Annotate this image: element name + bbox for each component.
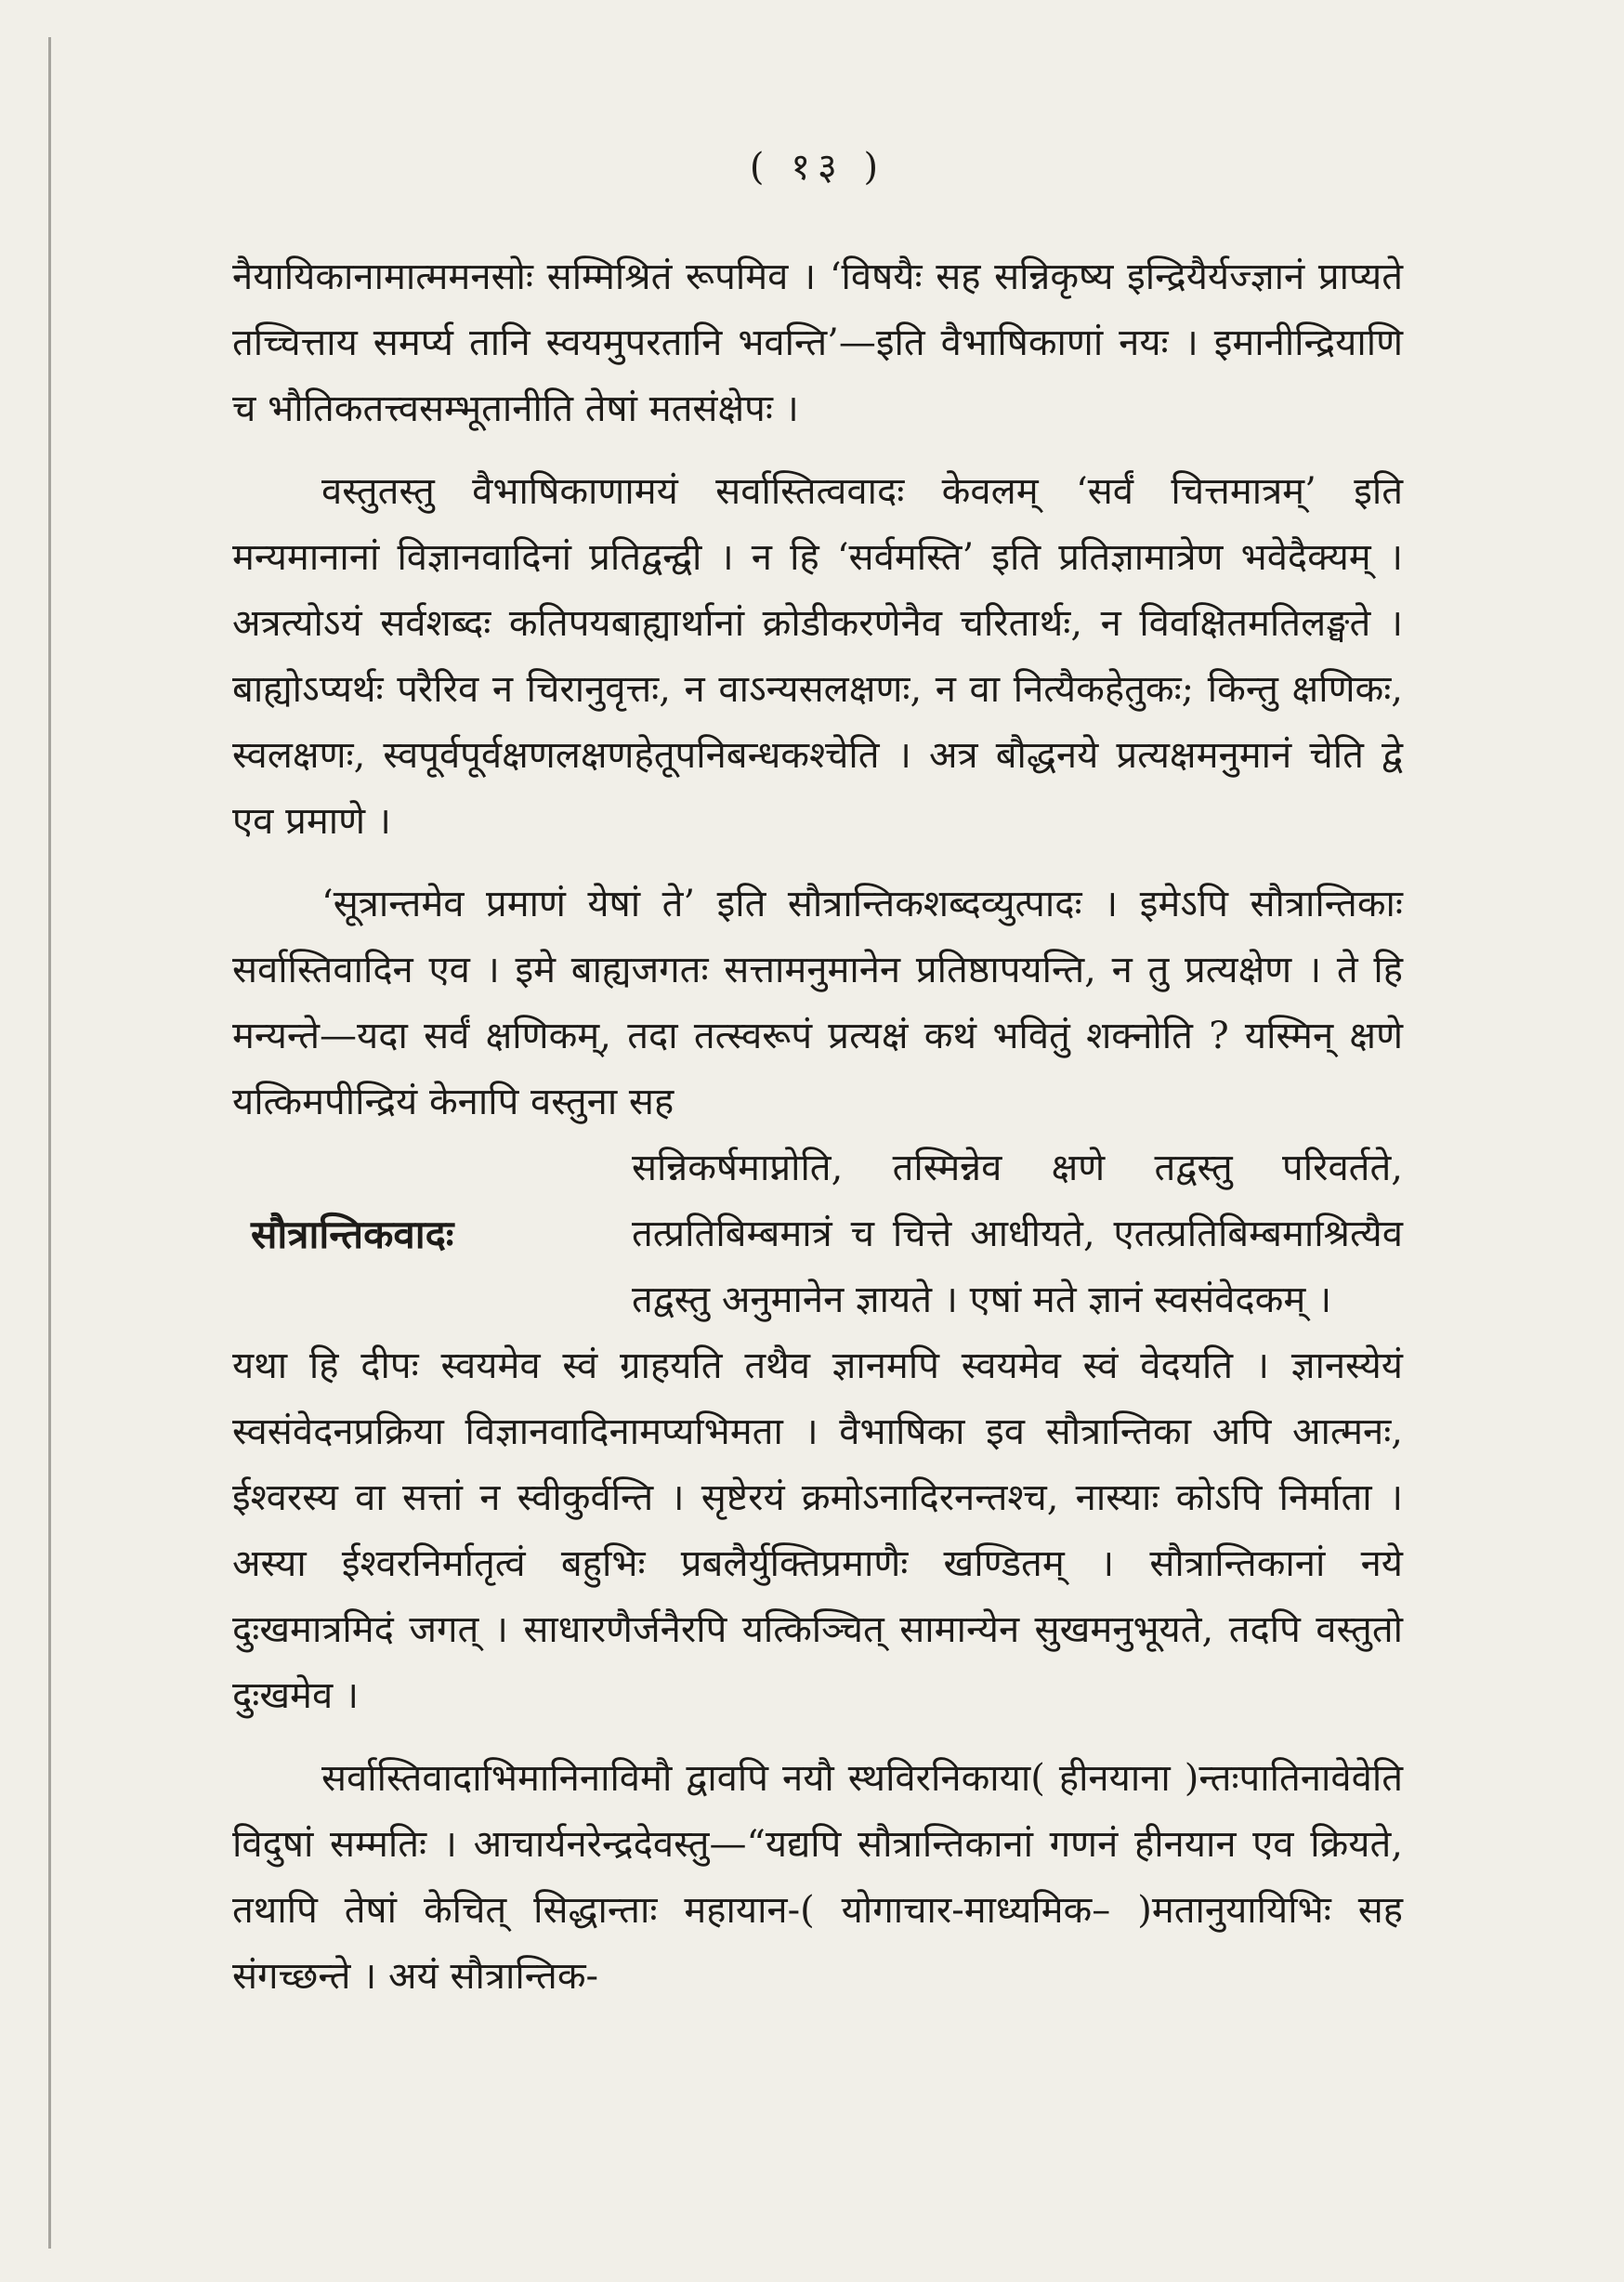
paragraph-continuation: यथा हि दीपः स्वयमेव स्वं ग्राहयति तथैव ज्ञानमपि स्वयमेव स्वं वेदयति । ज्ञानस्येयं स्वसंवेदनप्रक्रिया विज्ञानवादिनामप्यभिमता । वैभाषिका इव सौत्रान्तिका अपि आत्मनः, ईश्वरस्य वा सत्तां न स्वीकुर्वन्ति । सृष्टेरयं क्रमोऽनादिरनन्तश्च, नास्याः कोऽपि निर्माता । अस्या ईश्वरनिर्मातृत्वं बहुभिः प्रबलैर्युक्तिप्रमाणैः खण्डितम् । सौत्रान्तिकानां नये दुःखमात्रमिदं जगत् । साधारणैर्जनैरपि यत्किञ्चित् सामान्येन सुखमनुभूयते, तदपि वस्तुतो दुःखमेव । [232, 1344, 1403, 1717]
paragraph-2: वस्तुतस्तु वैभाषिकाणामयं सर्वास्तित्ववादः केवलम् ‘सर्वं चित्तमात्रम्’ इति मन्यमानानां विज्ञानवादिनां प्रतिद्वन्द्वी । न हि ‘सर्वमस्ति’ इति प्रतिज्ञामात्रेण भवेदैक्यम् । अत्रत्योऽयं सर्वशब्दः कतिपयबाह्यार्थानां क्रोडीकरणेनैव चरितार्थः, न विवक्षितमतिलङ्घते । बाह्योऽप्यर्थः परैरिव न चिरानुवृत्तः, न वाऽन्यसलक्षणः, न वा नित्यैकहेतुकः; किन्तु क्षणिकः, स्वलक्षणः, स्वपूर्वपूर्वक्षणलक्षणहेतूपनिबन्धकश्चेति । अत्र बौद्धनये प्रत्यक्षमनुमानं चेति द्वे एव प्रमाणे । [232, 470, 1403, 843]
paragraph-1: नैयायिकानामात्ममनसोः सम्मिश्रितं रूपमिव । ‘विषयैः सह सन्निकृष्य इन्द्रियैर्यज्ज्ञानं प्राप्यते तच्चित्ताय समर्प्य तानि स्वयमुपरतानि भवन्ति’—इति वैभाषिकाणां नयः । इमानीन्द्रियाणि च भौतिकतत्त्वसम्भूतानीति तेषां मतसंक्षेपः । [232, 256, 1403, 430]
page-number: ( १३ ) [749, 146, 886, 189]
paragraph-final: सर्वास्तिवादाभिमानिनाविमौ द्वावपि नयौ स्थविरनिकाया( हीनयाना )न्तःपातिनावेवेति विदुषां सम्मतिः । आचार्यनरेन्द्रदेवस्तु—“यद्यपि सौत्रान्तिकानां गणनं हीनयान एव क्रियते, तथापि तेषां केचित् सिद्धान्ताः महायान-( योगाचार-माध्यमिक– )मतानुयायिभिः सह संगच्छन्ते । अयं सौत्रान्तिक- [232, 1757, 1403, 1998]
side-heading: सौत्रान्तिकवादः [251, 1212, 454, 1257]
side-section-text: सन्निकर्षमाप्नोति, तस्मिन्नेव क्षणे तद्वस्तु परिवर्तते, तत्प्रतिबिम्बमात्रं च चित्ते आधीयते, एतत्प्रतिबिम्बमाश्रित्यैव तद्वस्तु अनुमानेन ज्ञायते । एषां मते ज्ञानं स्वसंवेदकम् । [632, 1147, 1403, 1321]
sautrantika-section [232, 1135, 1403, 1333]
page-margin-line [48, 37, 51, 2249]
paragraph-3: ‘सूत्रान्तमेव प्रमाणं येषां ते’ इति सौत्रान्तिकशब्दव्युत्पादः । इमेऽपि सौत्रान्तिकाः सर्वास्तिवादिन एव । इमे बाह्यजगतः सत्तामनुमानेन प्रतिष्ठापयन्ति, न तु प्रत्यक्षेण । ते हि मन्यन्ते—यदा सर्वं क्षणिकम्, तदा तत्स्वरूपं प्रत्यक्षं कथं भवितुं शक्नोति ? यस्मिन् क्षणे यत्किमपीन्द्रियं केनापि वस्तुना सह [232, 883, 1403, 1123]
document-page [232, 139, 1403, 2026]
